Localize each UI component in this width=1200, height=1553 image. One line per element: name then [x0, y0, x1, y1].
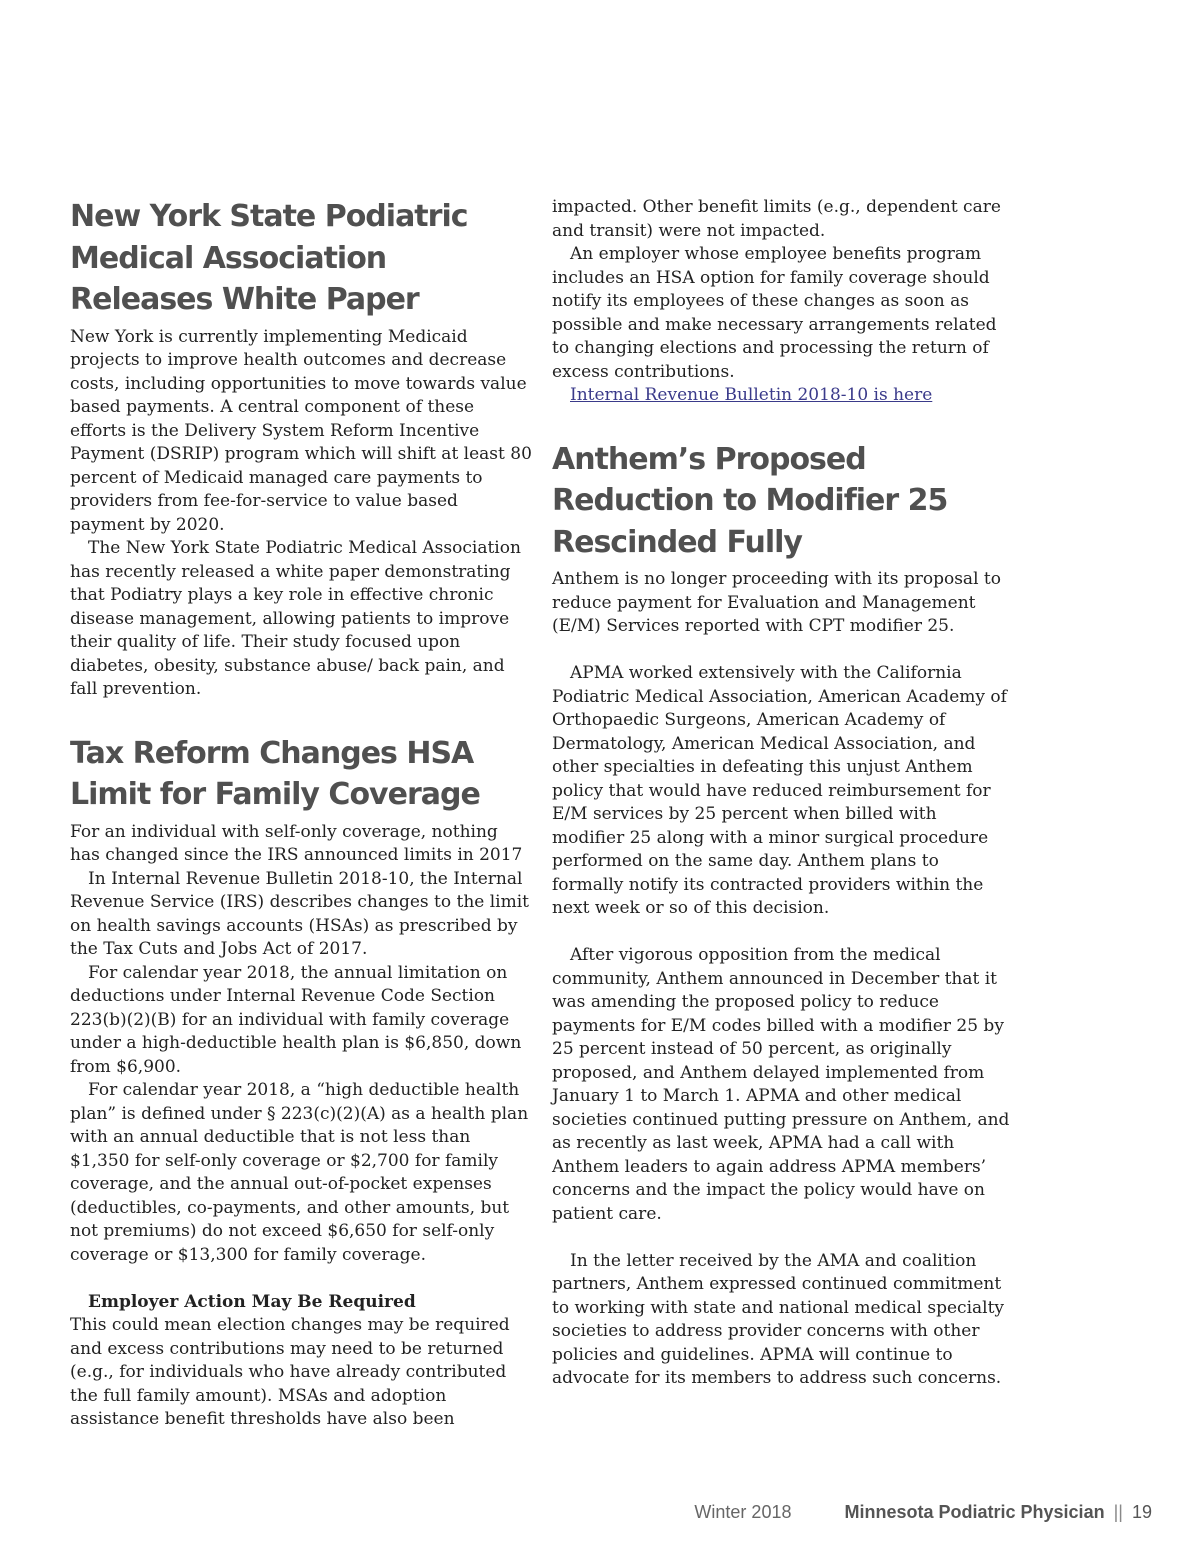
paragraph: After vigorous opposition from the medical community, Anthem announced in December that it was amending the proposed policy to reduce payments for E/M codes billed with a modifier 25 by 25 percent instead of 50 percent, as originally proposed, and Anthem delayed implemented from January 1 to March 1. APMA and other medical societies continued putting pressure on Anthem, and as recently as last week, APMA had a call with Anthem leaders to again address APMA members’ concerns and the impact the policy would have on patient care. [552, 945, 1010, 1224]
nys-article [70, 196, 532, 702]
issue-label: Winter 2018 [694, 1502, 792, 1522]
article-title: Anthem’s Proposed Reduction to Modifier 25 Rescinded Fully [552, 441, 948, 560]
paragraph: For calendar year 2018, a “high deductible health plan” is defined under § 223(c)(2)(A) as a health plan with an annual deductible that is not less than $1,350 for self-only coverage or $2,700 for family coverage, and the annual out-of-pocket expenses (deductibles, co-payments, and other amounts, but not premiums) do not exceed $6,650 for self-only coverage or $13,300 for family coverage. [70, 1080, 529, 1265]
paragraph: For calendar year 2018, the annual limitation on deductions under Internal Revenue Code Section 223(b)(2)(B) for an individual with family coverage under a high-deductible health plan is $6,850, down from $6,900. [70, 962, 522, 1077]
irb-link[interactable]: Internal Revenue Bulletin 2018-10 is here [570, 385, 933, 405]
right-column [552, 196, 1014, 1391]
footer-separator: || [1113, 1502, 1123, 1522]
paragraph: For an individual with self-only coverage, nothing has changed since the IRS announced limits in 2017 [70, 821, 523, 865]
anthem-article [552, 439, 1014, 1391]
subheading: Employer Action May Be Required [88, 1291, 416, 1312]
paragraph: Anthem is no longer proceeding with its proposal to reduce payment for Evaluation and Management (E/M) Services reported with CPT modifier 25. [552, 569, 1001, 636]
page-footer [0, 1502, 1152, 1523]
paragraph: APMA worked extensively with the California Podiatric Medical Association, American Academy of Orthopaedic Surgeons, American Academy of Dermatology, American Medical Association, and other specialties in defeating this unjust Anthem policy that would have reduced reimbursement for E/M services by 25 percent when billed with modifier 25 along with a minor surgical procedure performed on the same day. Anthem plans to formally notify its contracted providers within the next week or so of this decision. [552, 663, 1007, 918]
tax-article-continued [552, 196, 1014, 408]
paragraph: impacted. Other benefit limits (e.g., dependent care and transit) were not impacted. [552, 197, 1001, 241]
left-column [70, 196, 532, 1432]
paragraph: New York is currently implementing Medicaid projects to improve health outcomes and decrease costs, including opportunities to move towards value based payments. A central component of these efforts is the Delivery System Reform Incentive Payment (DSRIP) program which will shift at least 80 percent of Medicaid managed care payments to providers from fee-for-service to value based payment by 2020. [70, 326, 532, 535]
paragraph: An employer whose employee benefits program includes an HSA option for family coverage should notify its employees of these changes as soon as possible and make necessary arrangements related to changing elections and processing the return of excess contributions. [552, 244, 997, 382]
article-title: New York State Podiatric Medical Association Releases White Paper [70, 199, 468, 317]
paragraph: This could mean election changes may be required and excess contributions may need to be returned (e.g., for individuals who have already contributed the full family amount). MSAs and adoption assistance benefit thresholds have also been [70, 1315, 510, 1429]
page-number: 19 [1131, 1502, 1152, 1522]
tax-article [70, 733, 532, 1432]
paragraph: The New York State Podiatric Medical Association has recently released a white paper demonstrating that Podiatry plays a key role in effective chronic disease management, allowing patients to improve their quality of life. Their study focused upon diabetes, obesity, substance abuse/ back pain, and fall prevention. [70, 538, 521, 699]
paragraph: In the letter received by the AMA and coalition partners, Anthem expressed continued commitment to working with state and national medical specialty societies to address provider concerns with other policies and guidelines. APMA will continue to advocate for its members to address such concerns. [552, 1250, 1005, 1388]
paragraph: In Internal Revenue Bulletin 2018-10, the Internal Revenue Service (IRS) describes changes to the limit on health savings accounts (HSAs) as prescribed by the Tax Cuts and Jobs Act of 2017. [70, 868, 529, 959]
article-title: Tax Reform Changes HSA Limit for Family Coverage [70, 735, 480, 812]
publication-name: Minnesota Podiatric Physician [844, 1502, 1105, 1522]
